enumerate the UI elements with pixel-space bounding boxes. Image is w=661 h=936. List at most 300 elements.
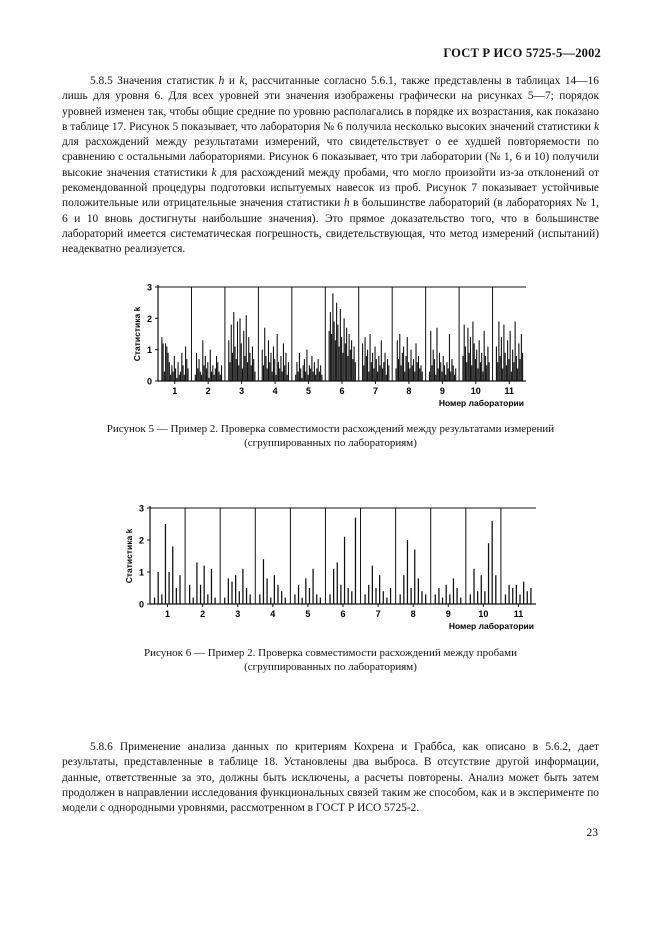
k-statistic-bar (487, 347, 488, 381)
k-statistic-bar (246, 315, 247, 381)
k-statistic-bar (397, 340, 398, 381)
k-statistic-bar (234, 347, 235, 381)
k-statistic-bar (330, 312, 331, 381)
k-statistic-bar (311, 356, 312, 381)
x-tick-label: 4 (270, 609, 276, 619)
figure-6-caption (62, 646, 599, 674)
k-statistic-bar (508, 585, 509, 604)
k-statistic-bar (239, 318, 240, 381)
k-statistic-bar (505, 594, 506, 604)
k-statistic-bar (251, 365, 252, 381)
k-statistic-bar (298, 585, 299, 604)
k-statistic-bar (368, 585, 369, 604)
k-statistic-bar (305, 578, 306, 604)
k-statistic-bar (314, 362, 315, 381)
k-statistic-bar (464, 325, 465, 381)
k-statistic-bar (316, 368, 317, 381)
figure-6-caption-line-2: (сгруппированных по лабораториям) (244, 661, 417, 673)
k-statistic-bar (231, 582, 232, 604)
k-statistic-bar (366, 356, 367, 381)
k-statistic-bar (476, 350, 477, 381)
x-tick-label: 10 (470, 386, 481, 396)
x-tick-label: 6 (339, 386, 345, 396)
k-statistic-bar (507, 340, 508, 381)
k-statistic-bar (355, 362, 356, 381)
k-statistic-bar (436, 328, 437, 381)
y-tick-label: 0 (138, 599, 144, 610)
section-5-8-5-paragraph (62, 74, 599, 258)
k-statistic-bar (434, 359, 435, 381)
k-statistic-bar (214, 598, 215, 604)
x-tick-label: 5 (305, 609, 311, 619)
k-statistic-bar (418, 578, 419, 604)
k-statistic-bar (400, 365, 401, 381)
k-statistic-bar (446, 362, 447, 381)
k-statistic-bar (301, 378, 302, 381)
k-statistic-bar (334, 321, 335, 381)
k-statistic-bar (407, 337, 408, 381)
italic-symbol: k (239, 75, 245, 87)
k-statistic-bar (376, 359, 377, 381)
k-statistic-bar (165, 524, 166, 604)
k-statistic-bar (506, 365, 507, 381)
k-statistic-bar (337, 325, 338, 381)
k-statistic-bar (355, 518, 356, 604)
y-axis-label: Статистика k (124, 528, 134, 584)
k-statistic-bar (262, 350, 263, 381)
paragraph-text-segment: и (224, 75, 240, 87)
k-statistic-bar (184, 375, 185, 381)
figure-5-chart (0, 278, 661, 418)
k-statistic-bar (440, 362, 441, 381)
k-statistic-bar (247, 362, 248, 381)
k-statistic-bar (477, 591, 478, 604)
k-statistic-bar (304, 359, 305, 381)
paragraph-text-segment: 5.8.5 Значения статистик (90, 75, 219, 87)
k-statistic-bar (455, 368, 456, 381)
k-statistic-bar (228, 340, 229, 381)
k-statistic-bar (270, 598, 271, 604)
k-statistic-bar (500, 356, 501, 381)
k-statistic-bar (303, 365, 304, 381)
k-statistic-bar (412, 365, 413, 381)
k-statistic-bar (383, 362, 384, 381)
k-statistic-bar (173, 372, 174, 381)
k-statistic-bar (496, 347, 497, 381)
k-statistic-bar (420, 365, 421, 381)
k-statistic-bar (204, 365, 205, 381)
k-statistic-bar (365, 337, 366, 381)
k-statistic-bar (318, 359, 319, 381)
k-statistic-bar (430, 331, 431, 381)
k-statistic-bar (371, 362, 372, 381)
k-statistic-bar (378, 356, 379, 381)
k-statistic-bar (246, 588, 247, 604)
k-statistic-bar (244, 356, 245, 381)
k-statistic-bar (229, 362, 230, 381)
k-statistic-bar (235, 575, 236, 604)
k-statistic-bar (168, 353, 169, 381)
running-header: ГОСТ Р ИСО 5725-5—2002 (443, 46, 601, 60)
k-statistic-bar (158, 572, 159, 604)
k-statistic-bar (438, 588, 439, 604)
k-statistic-bar (381, 340, 382, 381)
k-statistic-bar (242, 569, 243, 604)
k-statistic-bar (165, 343, 166, 381)
k-statistic-bar (517, 368, 518, 381)
k-statistic-bar (481, 575, 482, 604)
x-tick-label: 8 (406, 386, 412, 396)
k-statistic-bar (329, 331, 330, 381)
k-statistic-bar (201, 375, 202, 381)
k-statistic-bar (208, 378, 209, 381)
k-statistic-bar (362, 343, 363, 381)
k-statistic-bar (414, 372, 415, 381)
k-statistic-bar (513, 362, 514, 381)
k-statistic-bar (372, 566, 373, 604)
k-statistic-bar (188, 368, 189, 381)
k-statistic-bar (313, 372, 314, 381)
k-statistic-bar (164, 372, 165, 381)
k-statistic-bar (503, 325, 504, 381)
k-statistic-bar (352, 359, 353, 381)
k-statistic-bar (166, 347, 167, 381)
x-tick-label: 2 (200, 609, 206, 619)
k-statistic-bar (193, 598, 194, 604)
k-statistic-bar (449, 334, 450, 381)
k-statistic-bar (403, 575, 404, 604)
x-tick-label: 7 (372, 386, 378, 396)
figure-5-caption (62, 422, 599, 450)
k-statistic-bar (332, 293, 333, 381)
k-statistic-bar (319, 372, 320, 381)
k-statistic-bar (450, 372, 451, 381)
x-tick-label: 9 (439, 386, 445, 396)
k-statistic-bar (387, 359, 388, 381)
k-statistic-bar (176, 378, 177, 381)
k-statistic-bar (331, 334, 332, 381)
k-statistic-bar (299, 353, 300, 381)
k-statistic-bar (466, 362, 467, 381)
k-statistic-bar (375, 347, 376, 381)
x-axis-label: Номер лаборатории (438, 398, 524, 408)
k-statistic-bar (462, 356, 463, 381)
k-statistic-bar (296, 362, 297, 381)
k-statistic-bar (435, 375, 436, 381)
figure-5-caption-line-1: Рисунок 5 — Пример 2. Проверка совместимости расхождений между результатами измерений (106, 423, 555, 435)
k-statistic-bar (439, 353, 440, 381)
k-statistic-bar (283, 343, 284, 381)
k-statistic-bar (272, 372, 273, 381)
k-statistic-bar (429, 372, 430, 381)
k-statistic-bar (372, 353, 373, 381)
k-statistic-bar (425, 594, 426, 604)
k-statistic-bar (518, 343, 519, 381)
k-statistic-bar (482, 372, 483, 381)
k-statistic-bar (342, 353, 343, 381)
y-tick-label: 0 (146, 376, 152, 387)
k-statistic-bar (405, 356, 406, 381)
k-statistic-bar (202, 340, 203, 381)
x-tick-label: 10 (478, 609, 489, 619)
k-statistic-bar (213, 375, 214, 381)
k-statistic-bar (336, 303, 337, 381)
k-statistic-bar (390, 588, 391, 604)
k-statistic-bar (341, 337, 342, 381)
k-statistic-bar (368, 372, 369, 381)
k-statistic-bar (433, 350, 434, 381)
k-statistic-bar (485, 356, 486, 381)
k-statistic-bar (472, 321, 473, 381)
k-statistic-bar (169, 362, 170, 381)
italic-symbol: h (343, 197, 350, 210)
k-statistic-bar (386, 375, 387, 381)
k-statistic-bar (232, 353, 233, 381)
k-statistic-bar (409, 368, 410, 381)
k-statistic-bar (505, 353, 506, 381)
k-statistic-bar (174, 356, 175, 381)
k-statistic-bar (212, 365, 213, 381)
k-statistic-bar (220, 375, 221, 381)
k-statistic-bar (312, 569, 313, 604)
italic-symbol: h (218, 75, 225, 87)
k-statistic-bar (473, 569, 474, 604)
k-statistic-bar (385, 353, 386, 381)
k-statistic-bar (199, 359, 200, 381)
x-tick-label: 1 (165, 609, 171, 619)
k-statistic-bar (451, 359, 452, 381)
k-statistic-bar (442, 598, 443, 604)
k-statistic-bar (254, 372, 255, 381)
k-statistic-bar (259, 594, 260, 604)
k-statistic-bar (242, 368, 243, 381)
k-statistic-bar (207, 594, 208, 604)
k-statistic-bar (279, 368, 280, 381)
k-statistic-bar (469, 353, 470, 381)
k-statistic-bar (248, 337, 249, 381)
k-statistic-bar (346, 328, 347, 381)
k-statistic-bar (419, 368, 420, 381)
k-statistic-bar (413, 359, 414, 381)
k-statistic-bar (241, 343, 242, 381)
k-statistic-bar (228, 578, 229, 604)
k-statistic-bar (270, 353, 271, 381)
k-statistic-bar (446, 585, 447, 604)
figure-6-chart (0, 498, 661, 638)
k-statistic-bar (489, 362, 490, 381)
k-statistic-bar (512, 350, 513, 381)
k-statistic-bar (224, 598, 225, 604)
k-statistic-bar (231, 325, 232, 381)
x-tick-label: 8 (410, 609, 416, 619)
k-statistic-bar (168, 572, 169, 604)
k-statistic-bar (161, 337, 162, 381)
k-statistic-bar (186, 359, 187, 381)
k-statistic-bar (410, 588, 411, 604)
k-statistic-bar (211, 372, 212, 381)
k-statistic-bar (274, 359, 275, 381)
k-statistic-bar (444, 365, 445, 381)
k-statistic-bar (300, 368, 301, 381)
k-statistic-bar (388, 365, 389, 381)
k-statistic-bar (163, 343, 164, 381)
k-statistic-bar (264, 328, 265, 381)
k-statistic-bar (294, 594, 295, 604)
k-statistic-bar (315, 375, 316, 381)
k-statistic-bar (497, 362, 498, 381)
k-statistic-bar (196, 562, 197, 604)
x-tick-label: 11 (504, 386, 515, 396)
x-tick-label: 9 (445, 609, 451, 619)
k-statistic-bar (243, 331, 244, 381)
k-statistic-bar (443, 356, 444, 381)
k-statistic-bar (527, 591, 528, 604)
k-statistic-bar (274, 575, 275, 604)
y-tick-label: 2 (146, 313, 152, 324)
k-statistic-bar (267, 368, 268, 381)
k-statistic-bar (204, 566, 205, 604)
k-statistic-bar (170, 375, 171, 381)
k-statistic-bar (337, 562, 338, 604)
k-statistic-bar (195, 375, 196, 381)
k-statistic-bar (379, 575, 380, 604)
k-statistic-bar (495, 575, 496, 604)
k-statistic-bar (511, 372, 512, 381)
k-statistic-bar (196, 353, 197, 381)
k-statistic-bar (211, 569, 212, 604)
k-statistic-bar (263, 559, 264, 604)
k-statistic-bar (295, 375, 296, 381)
k-statistic-bar (249, 353, 250, 381)
k-statistic-bar (200, 585, 201, 604)
k-statistic-bar (250, 594, 251, 604)
k-statistic-bar (465, 347, 466, 381)
k-statistic-bar (501, 337, 502, 381)
k-statistic-bar (277, 585, 278, 604)
k-statistic-bar (408, 362, 409, 381)
y-tick-label: 3 (146, 282, 152, 293)
k-statistic-bar (414, 550, 415, 604)
k-statistic-bar (370, 334, 371, 381)
k-statistic-bar (183, 365, 184, 381)
k-statistic-bar (284, 365, 285, 381)
k-statistic-bar (516, 585, 517, 604)
k-statistic-bar (471, 365, 472, 381)
k-statistic-bar (215, 368, 216, 381)
k-statistic-bar (335, 340, 336, 381)
k-statistic-bar (516, 356, 517, 381)
y-tick-label: 1 (146, 345, 152, 356)
paragraph-text-segment: , рассчитанные согласно 5.6.1, также представлены в таблицах 14—16 лишь для уровня 6. Для всех уровней эти значения изображены графически на рисунках 5—7; порядок уровней изменен так, чтобы общие средние по уровню располагались в порядке их возрастания, как показано в таблице 17. Рисунок 5 показывает, что лаборатория № 6 получила несколько высоких значений статистики (62, 75, 599, 133)
k-statistic-bar (281, 591, 282, 604)
k-statistic-bar (395, 368, 396, 381)
paragraph-text-segment: для расхождений между результатами измерений, что свидетельствует о ее худшей повторяемости по сравнению с остальными лабораториями. Рисунок 6 показывает, что три лаборатории (№ 1, 6 и 10) получили высокие значения статистики (62, 136, 599, 179)
k-statistic-bar (470, 337, 471, 381)
x-tick-label: 3 (235, 609, 241, 619)
paragraph-text-segment: в большинстве лабораторий (в лабораториях № 1, 6 и 10 вновь достигнуты наибольшие значения). Это прямое доказательство того, что в большинстве лабораторий имеется систематическая погрешность, свидетельствующая, что метод измерений (испытаний) неадекватно реализуется. (62, 197, 599, 256)
k-statistic-bar (521, 334, 522, 381)
k-statistic-bar (233, 312, 234, 381)
figure-5-caption-line-2: (сгруппированных по лабораториям) (244, 437, 417, 449)
k-statistic-bar (197, 368, 198, 381)
k-statistic-bar (277, 334, 278, 381)
k-statistic-bar (402, 353, 403, 381)
y-axis-label: Статистика k (132, 306, 142, 362)
k-statistic-bar (218, 372, 219, 381)
k-statistic-bar (422, 372, 423, 381)
k-statistic-bar (316, 594, 317, 604)
k-statistic-bar (179, 575, 180, 604)
k-statistic-bar (350, 350, 351, 381)
y-tick-label: 3 (138, 503, 144, 514)
k-statistic-bar (181, 353, 182, 381)
k-statistic-bar (492, 521, 493, 604)
k-statistic-bar (278, 362, 279, 381)
k-statistic-bar (309, 365, 310, 381)
k-statistic-bar (200, 372, 201, 381)
k-statistic-bar (363, 365, 364, 381)
x-tick-label: 5 (306, 386, 312, 396)
k-statistic-bar (282, 372, 283, 381)
k-statistic-bar (340, 309, 341, 381)
k-statistic-bar (265, 356, 266, 381)
k-statistic-bar (449, 594, 450, 604)
k-statistic-bar (207, 362, 208, 381)
k-statistic-bar (453, 578, 454, 604)
k-statistic-bar (431, 365, 432, 381)
k-statistic-bar (407, 540, 408, 604)
k-statistic-bar (530, 588, 531, 604)
k-statistic-bar (474, 343, 475, 381)
k-statistic-bar (441, 372, 442, 381)
figure-6-caption-line-1: Рисунок 6 — Пример 2. Проверка совместимости расхождений между пробами (144, 647, 517, 659)
k-statistic-bar (448, 368, 449, 381)
k-statistic-bar (237, 321, 238, 381)
k-statistic-bar (470, 594, 471, 604)
k-statistic-bar (484, 591, 485, 604)
k-statistic-bar (404, 372, 405, 381)
k-statistic-bar (508, 359, 509, 381)
k-statistic-bar (480, 362, 481, 381)
k-statistic-bar (467, 328, 468, 381)
x-tick-label: 4 (272, 386, 278, 396)
k-statistic-bar (285, 598, 286, 604)
k-statistic-bar (520, 359, 521, 381)
k-statistic-bar (349, 334, 350, 381)
k-statistic-bar (523, 582, 524, 604)
k-statistic-bar (172, 546, 173, 604)
k-statistic-bar (380, 365, 381, 381)
x-tick-label: 7 (375, 609, 381, 619)
k-statistic-bar (263, 365, 264, 381)
k-statistic-bar (477, 368, 478, 381)
k-statistic-bar (522, 353, 523, 381)
y-tick-label: 2 (138, 535, 144, 546)
k-statistic-bar (488, 543, 489, 604)
k-statistic-bar (502, 368, 503, 381)
paragraph-text-segment: для расхождений между пробами, что могло произойти из-за отклонений от рекомендованной процедуры подготовки испытуемых навесок из проб. Рисунок 7 показывает устойчивые положительные или отрицательные значения статистики (62, 166, 600, 210)
k-statistic-bar (415, 343, 416, 381)
k-statistic-bar (176, 588, 177, 604)
k-statistic-bar (236, 359, 237, 381)
k-statistic-bar (238, 365, 239, 381)
k-statistic-bar (438, 368, 439, 381)
k-statistic-bar (398, 359, 399, 381)
k-statistic-bar (382, 368, 383, 381)
page-number: 23 (586, 827, 598, 839)
k-statistic-bar (288, 362, 289, 381)
k-statistic-bar (298, 372, 299, 381)
